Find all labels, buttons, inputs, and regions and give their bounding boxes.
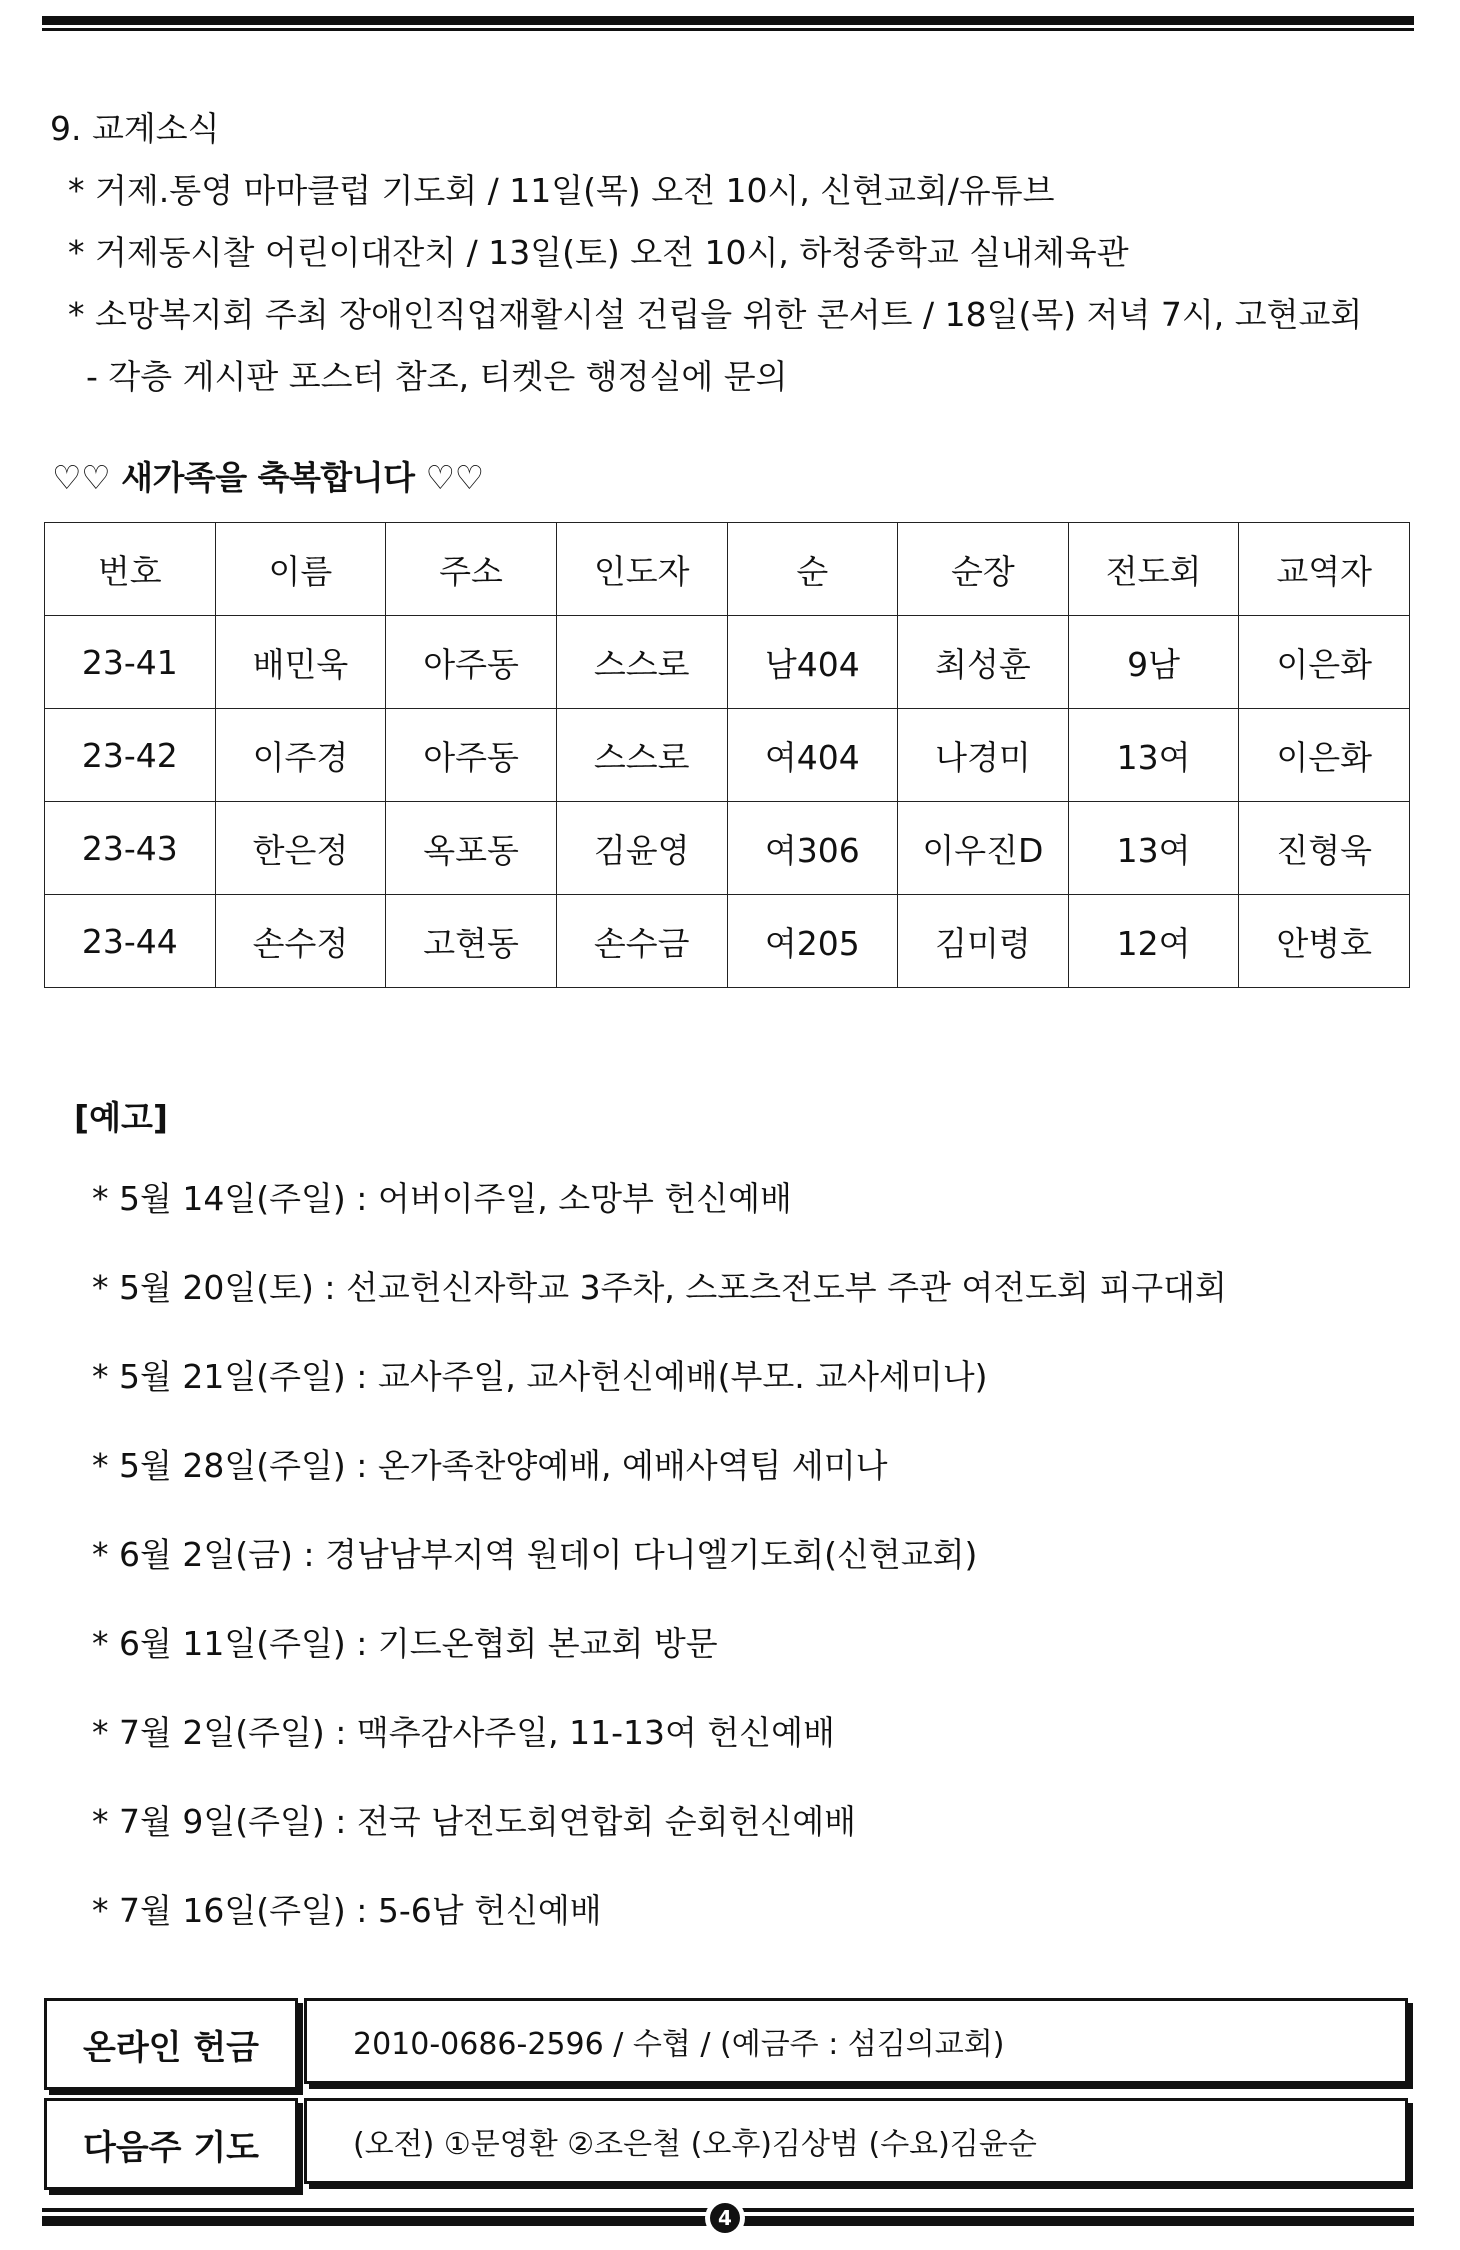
column-header: 순장 [898,523,1069,616]
notices-title: [예고] [74,1098,168,1137]
new-family-table [44,522,1410,988]
list-item: * 7월 16일(주일) : 5-6남 헌신예배 [92,1891,602,1930]
table-row [45,802,1410,895]
table-cell: 13여 [1068,802,1239,895]
table-cell: 이은화 [1239,709,1410,802]
table-cell: 23-43 [45,802,216,895]
table-cell: 나경미 [898,709,1069,802]
church-news-item: * 거제동시찰 어린이대잔치 / 13일(토) 오전 10시, 하청중학교 실내체육관 [68,233,1129,272]
list-item: * 6월 2일(금) : 경남남부지역 원데이 다니엘기도회(신현교회) [92,1535,978,1574]
list-item: * 6월 11일(주일) : 기드온협회 본교회 방문 [92,1624,718,1663]
table-cell: 한은정 [215,802,386,895]
page-number: 4 [710,2203,740,2233]
table-cell: 23-42 [45,709,216,802]
table-cell: 안병호 [1239,895,1410,988]
table-cell: 김미령 [898,895,1069,988]
column-header: 순 [727,523,898,616]
table-cell: 최성훈 [898,616,1069,709]
next-week-prayer-label: 다음주 기도 [44,2098,298,2190]
online-offering-label: 온라인 헌금 [44,1998,298,2090]
church-news-note: - 각층 게시판 포스터 참조, 티켓은 행정실에 문의 [86,357,788,396]
table-cell: 스스로 [556,616,727,709]
table-cell: 진형욱 [1239,802,1410,895]
table-cell: 9남 [1068,616,1239,709]
table-cell: 손수정 [215,895,386,988]
table-cell: 23-44 [45,895,216,988]
table-cell: 이우진D [898,802,1069,895]
table-cell: 남404 [727,616,898,709]
table-cell: 12여 [1068,895,1239,988]
church-news-item: * 거제.통영 마마클럽 기도회 / 11일(목) 오전 10시, 신현교회/유튜브 [68,171,1055,210]
column-header: 이름 [215,523,386,616]
table-row [45,895,1410,988]
list-item: * 7월 9일(주일) : 전국 남전도회연합회 순회헌신예배 [92,1802,856,1841]
table-cell: 여306 [727,802,898,895]
list-item: * 5월 21일(주일) : 교사주일, 교사헌신예배(부모. 교사세미나) [92,1357,988,1396]
table-row [45,709,1410,802]
column-header: 주소 [386,523,557,616]
column-header: 번호 [45,523,216,616]
church-news-item: * 소망복지회 주최 장애인직업재활시설 건립을 위한 콘서트 / 18일(목) 저녁 7시, 고현교회 [68,295,1363,334]
table-cell: 배민욱 [215,616,386,709]
table-cell: 여205 [727,895,898,988]
table-cell: 13여 [1068,709,1239,802]
table-cell: 김윤영 [556,802,727,895]
table-cell: 아주동 [386,709,557,802]
table-header-row [45,523,1410,616]
table-cell: 고현동 [386,895,557,988]
church-news-title: 9. 교계소식 [50,109,220,148]
table-row [45,616,1410,709]
column-header: 전도회 [1068,523,1239,616]
list-item: * 5월 14일(주일) : 어버이주일, 소망부 헌신예배 [92,1179,792,1218]
column-header: 교역자 [1239,523,1410,616]
church-news-section [50,98,1362,408]
online-offering-account: 2010-0686-2596 / 수협 / (예금주 : 섬김의교회) [304,1998,1408,2084]
list-item: * 5월 28일(주일) : 온가족찬양예배, 예배사역팀 세미나 [92,1446,888,1485]
table-cell: 손수금 [556,895,727,988]
new-family-heading: ♡♡ 새가족을 축복합니다 ♡♡ [52,458,484,497]
table-cell: 옥포동 [386,802,557,895]
table-cell: 여404 [727,709,898,802]
list-item: * 5월 20일(토) : 선교헌신자학교 3주차, 스포츠전도부 주관 여전도회 피구대회 [92,1268,1227,1307]
top-rule-thick [42,16,1414,25]
table-cell: 스스로 [556,709,727,802]
table-cell: 23-41 [45,616,216,709]
table-cell: 이주경 [215,709,386,802]
notices-list [92,1164,1227,1965]
table-cell: 아주동 [386,616,557,709]
next-week-prayer-names: (오전) ①문영환 ②조은철 (오후)김상범 (수요)김윤순 [304,2098,1408,2184]
top-rule-thin [42,28,1414,31]
table-cell: 이은화 [1239,616,1410,709]
column-header: 인도자 [556,523,727,616]
list-item: * 7월 2일(주일) : 맥추감사주일, 11-13여 헌신예배 [92,1713,835,1752]
